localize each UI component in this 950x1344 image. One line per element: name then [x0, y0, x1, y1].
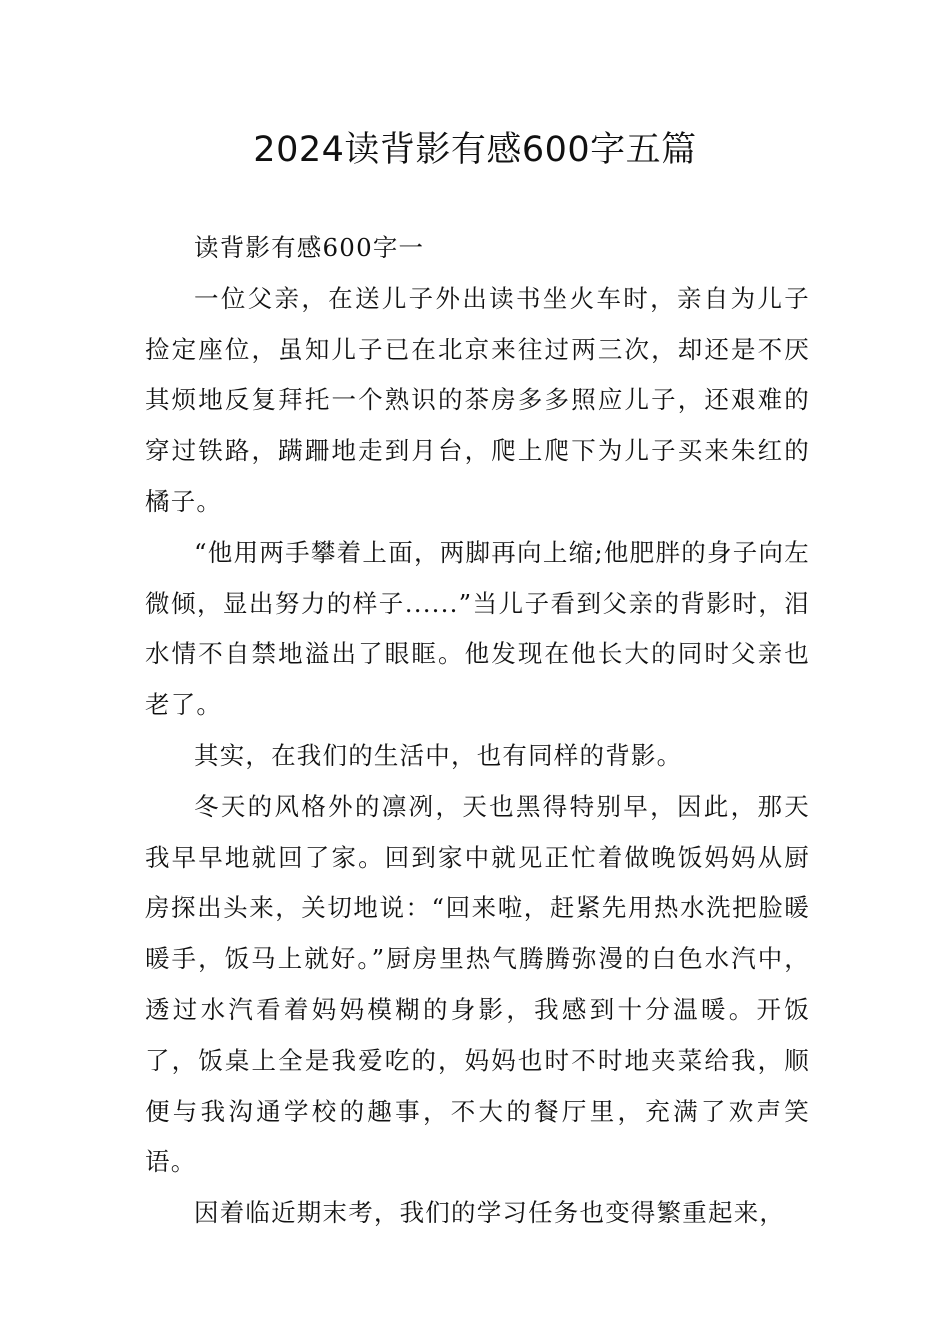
- paragraph: 因着临近期末考，我们的学习任务也变得繁重起来，: [194, 1198, 786, 1228]
- document-body: [145, 223, 810, 1239]
- paragraph: “他用两手攀着上面，两脚再向上缩;他肥胖的身子向左微倾，显出努力的样子......”当儿子看到父亲的背影时，泪水情不自禁地溢出了眼眶。他发现在他长大的同时父亲也老了。: [145, 537, 810, 720]
- section-heading: 读背影有感600字一: [194, 233, 425, 262]
- paragraph: 一位父亲，在送儿子外出读书坐火车时，亲自为儿子捡定座位，虽知儿子已在北京来往过两三次，却还是不厌其烦地反复拜托一个熟识的茶房多多照应儿子，还艰难的穿过铁路，蹒跚地走到月台，爬上爬下为儿子买来朱红的橘子。: [145, 283, 810, 516]
- paragraph: 冬天的风格外的凛冽，天也黑得特别早，因此，那天我早早地就回了家。回到家中就见正忙着做晚饭妈妈从厨房探出头来，关切地说：“回来啦，赶紧先用热水洗把脸暖暖手，饭马上就好。”厨房里热气腾腾弥漫的白色水汽中，透过水汽看着妈妈模糊的身影，我感到十分温暖。开饭了，饭桌上全是我爱吃的，妈妈也时不时地夹菜给我，顺便与我沟通学校的趣事，不大的餐厅里，充满了欢声笑语。: [145, 791, 810, 1177]
- paragraph: 其实，在我们的生活中，也有同样的背影。: [194, 740, 683, 770]
- document-title: 2024读背影有感600字五篇: [253, 130, 697, 170]
